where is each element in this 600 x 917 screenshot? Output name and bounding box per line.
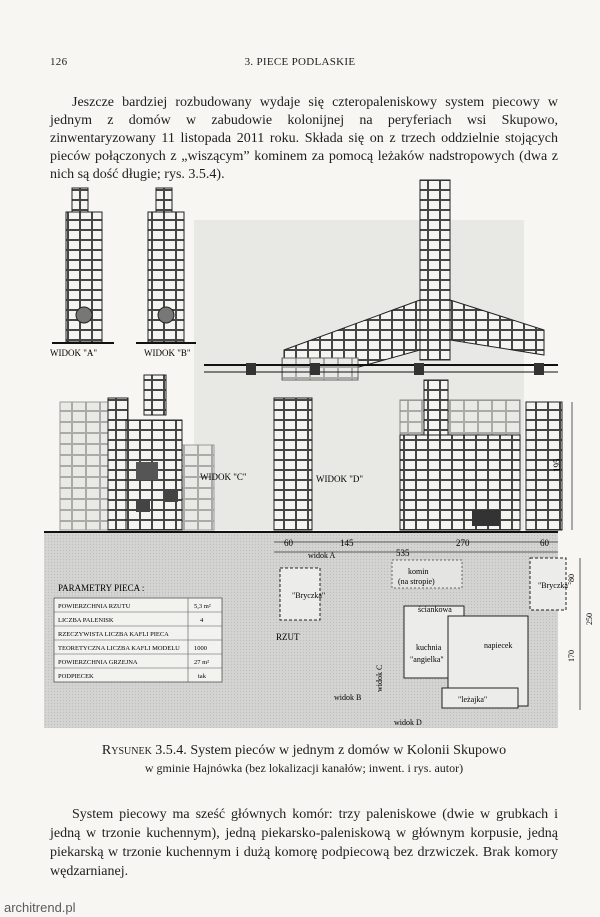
figure-caption: [50, 742, 558, 776]
param-label: RZECZYWISTA LICZBA KAFLI PIECA: [58, 631, 169, 638]
plan-label-widok-d: widok D: [394, 718, 422, 727]
dim-250: 250: [585, 613, 594, 625]
param-label: TEORETYCZNA LICZBA KAFLI MODELU: [58, 645, 180, 652]
plan-label-widok-c: widok C: [375, 664, 384, 692]
param-value: 5,3 m²: [194, 603, 211, 610]
dim-535: 535: [396, 548, 410, 558]
plan-label-rzut: RZUT: [276, 632, 300, 642]
param-value: 4: [200, 617, 204, 624]
plan-label-komin: komin: [408, 567, 429, 576]
dim-270: 270: [456, 538, 470, 548]
parameters-table: [54, 583, 222, 682]
plan-label-widok-a: widok A: [308, 551, 336, 560]
plan-label-kuchnia: kuchnia: [416, 643, 442, 652]
page-header: [50, 56, 550, 72]
watermark: architrend.pl: [4, 900, 76, 915]
param-label: LICZBA PALENISK: [58, 617, 114, 624]
body-paragraph: System piecowy ma sześć głównych komór: trzy paleniskowe (dwie w grubkach i jedną w trzonie kuchennym), jedną piekarsko-paleniskową w głównym korpusie, jedną piekarską w trzonie kuchennym i dużą komorę podpiecową bez drzwiczek. Brak komory wędzarnianej.: [50, 807, 558, 879]
param-value: 1000: [194, 645, 207, 652]
param-value: tak: [198, 673, 206, 680]
param-label: PODPIECEK: [58, 673, 94, 680]
param-label: POWIERZCHNIA GRZEJNA: [58, 659, 138, 666]
plan-label-angielka: "angielka": [410, 655, 444, 664]
plan-label-napiecek: napiecek: [484, 641, 513, 650]
view-a-stove: [52, 188, 114, 343]
plan-label-lezajka: "leżajka": [458, 695, 488, 704]
view-b-stove: [136, 188, 196, 343]
stove-system-figure: [44, 180, 594, 728]
plan-label-bryczka-left: "Bryczka": [292, 591, 326, 600]
dim-195: 195: [552, 458, 562, 472]
plan-label-bryczka-right: "Bryczka": [538, 581, 572, 590]
caption-subtext: w gminie Hajnówka (bez lokalizacji kanałów; inwent. i rys. autor): [144, 761, 464, 775]
dim-145: 145: [340, 538, 354, 548]
dim-80: 80: [567, 574, 576, 582]
param-label: POWIERZCHNIA RZUTU: [58, 603, 131, 610]
view-d-label: WIDOK "D": [316, 474, 364, 484]
intro-paragraph: Jeszcze bardziej rozbudowany wydaje się czteropaleniskowy system piecowy w jednym z domów w zabudowie kolonijnej na peryferiach wsi Skupowo, zinwentaryzowany 11 listopada 2011 roku. Składa się on z trzech oddzielnie stojących pieców połączonych z „wiszącym” kominem za pomocą leżaków nadstropowych (dwa z nich są dość długie; rys. 3.5.4).: [50, 95, 558, 182]
plan-label-komin-note: (na stropie): [398, 577, 435, 586]
plan-label-sciankowa: ściankowa: [418, 605, 452, 614]
caption-text: System pieców w jednym z domów w Kolonii Skupowo: [190, 743, 507, 758]
caption-label: Rysunek 3.5.4.: [101, 743, 187, 758]
view-b-label: WIDOK "B": [144, 348, 191, 358]
page-number: 126: [50, 56, 68, 68]
chapter-title: 3. PIECE PODLASKIE: [244, 56, 356, 68]
view-c-label: WIDOK "C": [200, 472, 247, 482]
dim-60a: 60: [284, 538, 293, 548]
dim-60b: 60: [540, 538, 549, 548]
dim-170: 170: [567, 650, 576, 662]
param-value: 27 m²: [194, 659, 210, 666]
plan-label-widok-b: widok B: [334, 693, 362, 702]
view-a-label: WIDOK "A": [50, 348, 98, 358]
params-title: PARAMETRY PIECA :: [58, 583, 145, 593]
